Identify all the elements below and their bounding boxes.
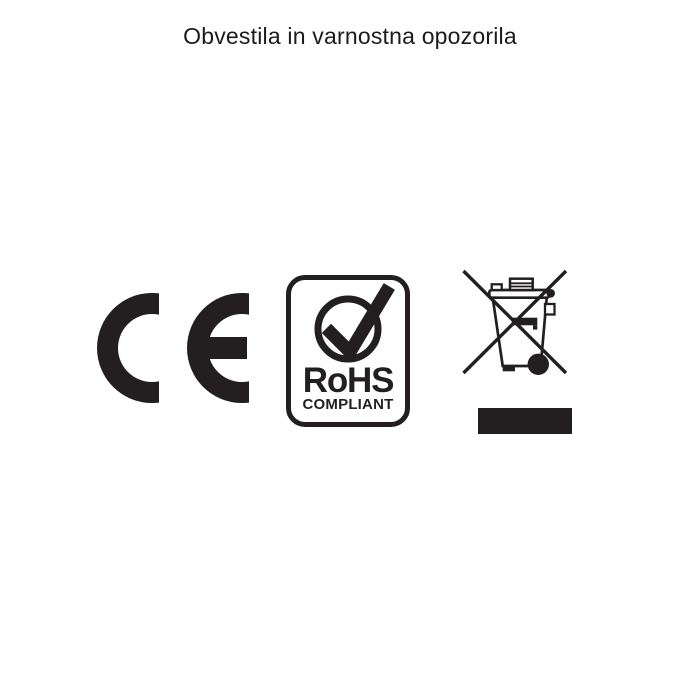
ce-letter-e-middle-bar xyxy=(203,337,247,359)
rohs-badge xyxy=(286,275,410,427)
bin-front-bar-step xyxy=(533,325,537,329)
bin-tab-right xyxy=(545,304,555,315)
bin-knob-left xyxy=(492,284,502,290)
rohs-compliant-label: COMPLIANT xyxy=(302,396,394,413)
weee-bin-icon xyxy=(460,266,572,438)
bin-foot xyxy=(503,366,515,371)
bin-handle xyxy=(510,279,533,290)
rohs-label: RoHS xyxy=(302,361,394,400)
bin-wheel xyxy=(528,354,549,375)
weee-black-bar xyxy=(478,408,572,434)
ce-mark-icon xyxy=(97,293,250,403)
page-title: Obvestila in varnostna opozorila xyxy=(183,23,517,49)
